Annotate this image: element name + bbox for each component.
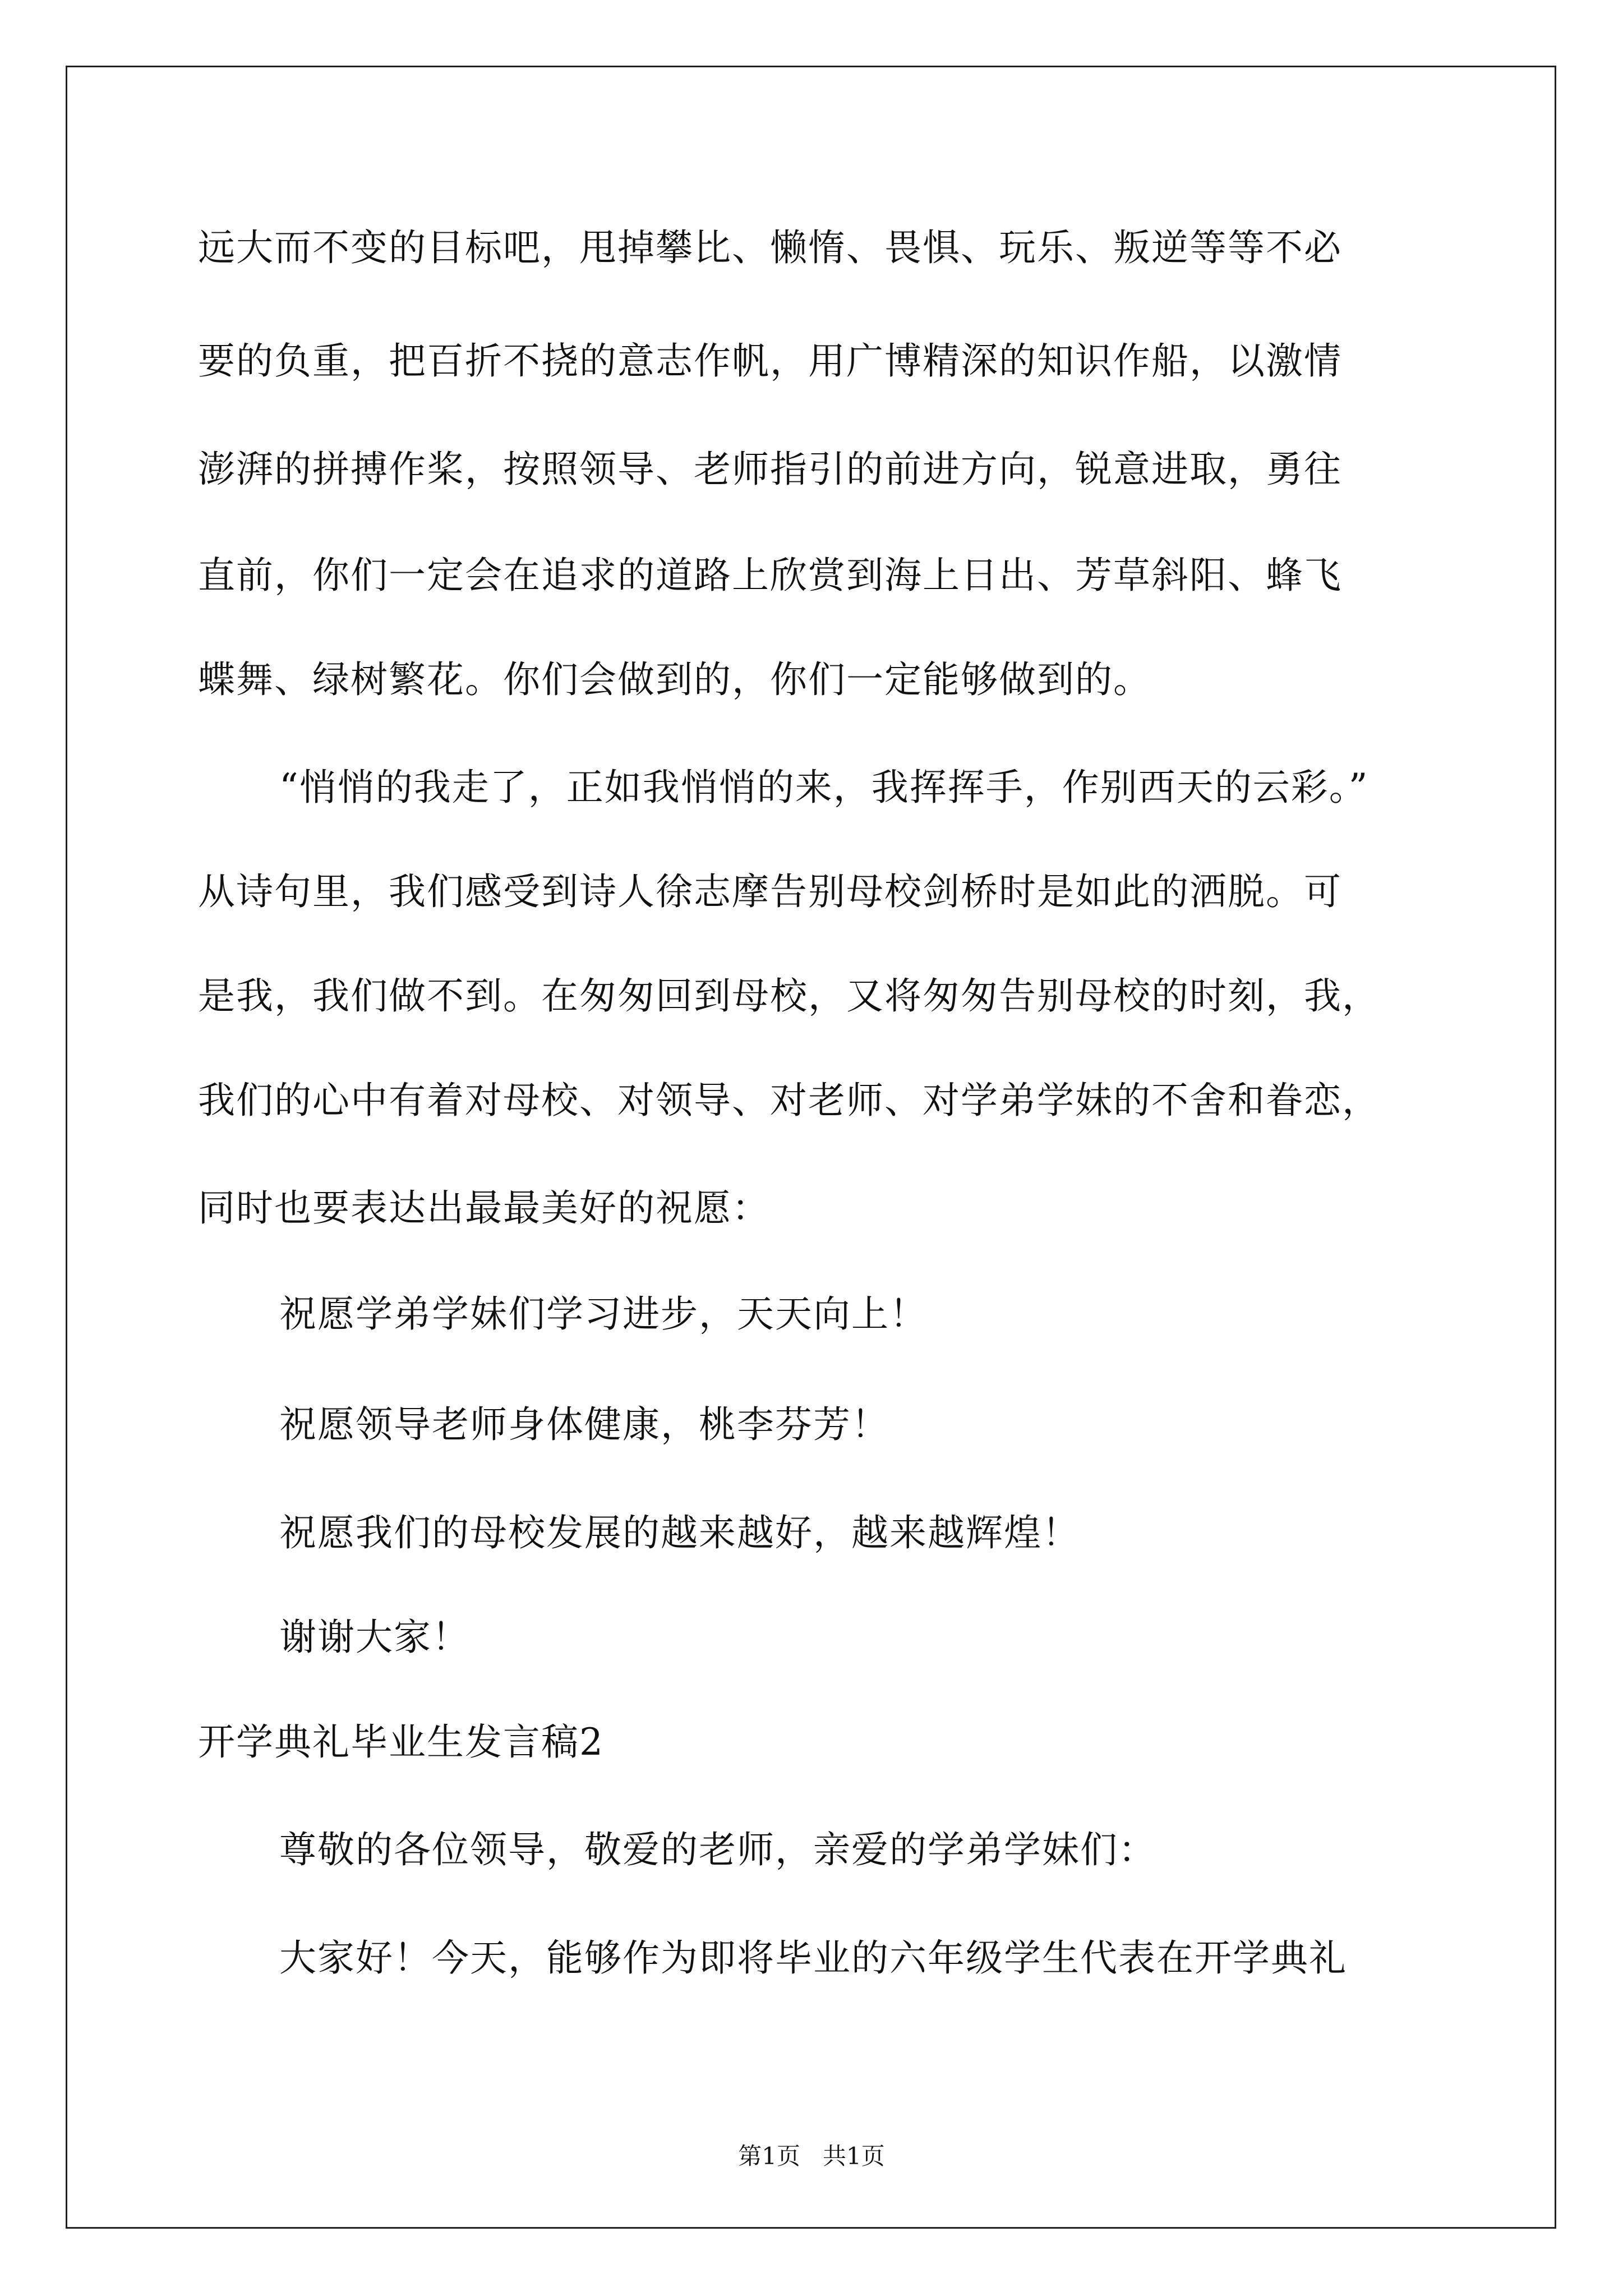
wish-line: 祝愿我们的母校发展的越来越好，越来越辉煌！ (279, 1511, 1080, 1554)
paragraph-line: 要的负重，把百折不挠的意志作帆，用广博精深的知识作船，以激情 (198, 339, 1342, 383)
closing-line: 谢谢大家！ (279, 1616, 470, 1659)
paragraph-line: 从诗句里，我们感受到诗人徐志摩告别母校剑桥时是如此的洒脱。可 (198, 870, 1342, 913)
salutation-line: 尊敬的各位领导，敬爱的老师，亲爱的学弟学妹们： (279, 1828, 1156, 1871)
quote-line: “悄悄的我走了，正如我悄悄的来，我挥挥手，作别西天的云彩。” (279, 766, 1369, 809)
paragraph-line: 同时也要表达出最最美好的祝愿： (198, 1186, 770, 1230)
paragraph-line: 我们的心中有着对母校、对领导、对老师、对学弟学妹的不舍和眷恋， (198, 1079, 1380, 1122)
wish-line: 祝愿学弟学妹们学习进步，天天向上！ (279, 1292, 928, 1336)
page-number-footer: 第1页 共1页 (738, 2142, 885, 2170)
paragraph-line: 蝶舞、绿树繁花。你们会做到的，你们一定能够做到的。 (198, 658, 1151, 701)
page-border (66, 66, 1556, 2229)
paragraph-line: 直前，你们一定会在追求的道路上欣赏到海上日出、芳草斜阳、蜂飞 (198, 554, 1342, 597)
wish-line: 祝愿领导老师身体健康，桃李芬芳！ (279, 1403, 889, 1446)
paragraph-line: 远大而不变的目标吧，甩掉攀比、懒惰、畏惧、玩乐、叛逆等等不必 (198, 226, 1342, 269)
paragraph-line: 澎湃的拼搏作桨，按照领导、老师指引的前进方向，锐意进取，勇往 (198, 448, 1342, 491)
paragraph-line: 大家好！今天，能够作为即将毕业的六年级学生代表在开学典礼 (279, 1936, 1347, 1980)
paragraph-line: 是我，我们做不到。在匆匆回到母校，又将匆匆告别母校的时刻，我， (198, 974, 1380, 1018)
section-heading: 开学典礼毕业生发言稿2 (198, 1720, 604, 1764)
